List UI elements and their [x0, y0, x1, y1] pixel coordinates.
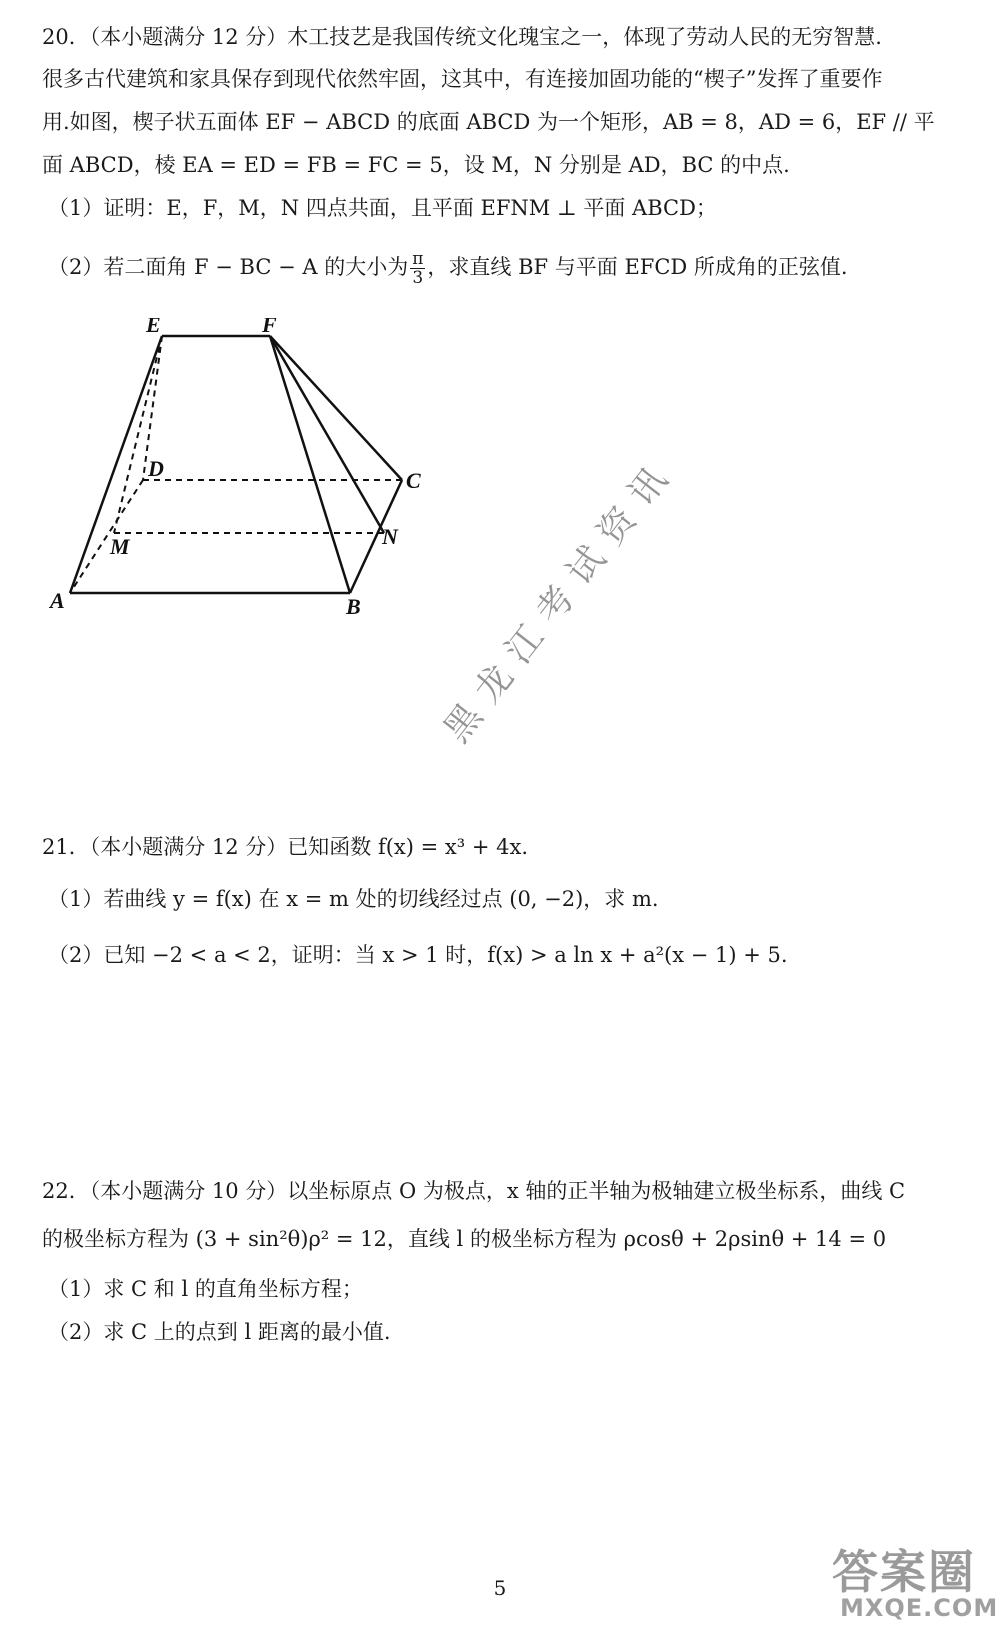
label-N: N	[382, 524, 398, 549]
q22-line1: 22．（本小题满分 10 分）以坐标原点 O 为极点，x 轴的正半轴为极轴建立极坐标系，曲线 C	[42, 1179, 906, 1203]
label-C: C	[406, 468, 421, 493]
site-logo	[832, 1536, 999, 1626]
label-D: D	[148, 456, 164, 481]
label-F: F	[262, 318, 277, 337]
q20-part1: （1）证明：E，F，M，N 四点共面，且平面 EFNM ⊥ 平面 ABCD；	[48, 196, 717, 220]
segment-EM-hidden	[114, 336, 162, 533]
logo-chinese-text: 答案圈	[832, 1545, 976, 1599]
q22-line2: 的极坐标方程为 (3 + sin²θ)ρ² = 12，直线 l 的极坐标方程为 ρcosθ + 2ρsinθ + 14 = 0	[42, 1227, 887, 1251]
edge-FB	[270, 336, 350, 593]
q20-part2-after: ，求直线 BF 与平面 EFCD 所成角的正弦值.	[427, 255, 848, 279]
q22-part1: （1）求 C 和 l 的直角坐标方程；	[48, 1277, 363, 1301]
label-B: B	[346, 594, 361, 619]
page-number: 5	[493, 1576, 507, 1600]
q20-part2	[48, 250, 960, 287]
q20-line2: 很多古代建筑和家具保存到现代依然牢固，这其中，有连接加固功能的“楔子”发挥了重要作	[42, 67, 883, 91]
label-M: M	[110, 534, 130, 559]
q20-part2-before: （2）若二面角 F − BC − A 的大小为	[48, 255, 409, 279]
fraction-denominator: 3	[412, 268, 424, 288]
q22-part2: （2）求 C 上的点到 l 距离的最小值.	[48, 1320, 391, 1344]
fraction-numerator: π	[412, 249, 424, 269]
watermark-text: 黑龙江考试资讯	[436, 449, 685, 751]
wedge-pentahedron-figure	[40, 318, 440, 630]
label-A: A	[50, 588, 65, 613]
edge-FC	[270, 336, 402, 480]
edge-DA-hidden	[70, 480, 143, 593]
q20-line3: 用.如图，楔子状五面体 EF − ABCD 的底面 ABCD 为一个矩形，AB = 8，AD = 6，EF // 平	[42, 110, 935, 134]
q20-line4: 面 ABCD，棱 EA = ED = FB = FC = 5，设 M，N 分别是 AD，BC 的中点.	[42, 153, 790, 177]
q21-part1: （1）若曲线 y = f(x) 在 x = m 处的切线经过点 (0, −2)，求 m.	[48, 887, 659, 911]
q21-part2: （2）已知 −2 < a < 2，证明：当 x > 1 时，f(x) > a ln x + a²(x − 1) + 5.	[48, 943, 788, 967]
q21-line1: 21．（本小题满分 12 分）已知函数 f(x) = x³ + 4x.	[42, 835, 529, 859]
segment-FN	[270, 336, 384, 533]
pi-over-3-fraction	[410, 250, 425, 287]
label-E: E	[146, 318, 161, 337]
q20-line1: 20．（本小题满分 12 分）木工技艺是我国传统文化瑰宝之一，体现了劳动人民的无穷智慧.	[42, 25, 882, 49]
logo-domain-text: MXQE.COM	[840, 1594, 999, 1622]
